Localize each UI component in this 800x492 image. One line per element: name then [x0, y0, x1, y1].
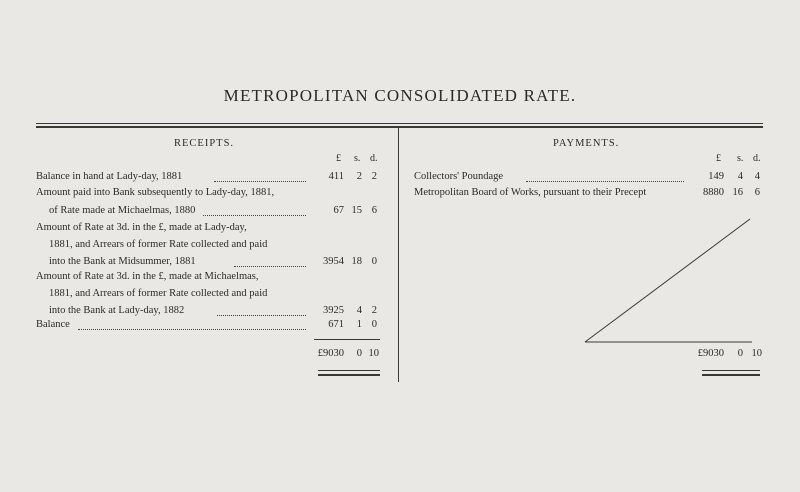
- leader-dots: [526, 181, 684, 182]
- receipts-row-shillings: 4: [356, 305, 362, 316]
- payments-total-shillings: 0: [737, 348, 743, 359]
- receipts-row-pounds: 671: [328, 319, 344, 330]
- receipts-row-pence: 2: [371, 305, 377, 316]
- leader-dots: [214, 181, 306, 182]
- payments-row-shillings: 16: [732, 187, 743, 198]
- payments-pence-header: d.: [753, 153, 761, 164]
- receipts-row-shillings: 1: [356, 319, 362, 330]
- leader-dots: [203, 215, 306, 216]
- receipts-total-double-rule: [318, 370, 380, 371]
- payments-row-shillings: 4: [737, 171, 743, 182]
- payments-pounds-header: £: [716, 153, 721, 164]
- leader-dots: [78, 329, 306, 330]
- payments-heading: PAYMENTS.: [553, 138, 620, 149]
- payments-total-pence: 10: [751, 348, 762, 359]
- receipts-row-shillings: 15: [351, 205, 362, 216]
- payments-row-pence: 6: [754, 187, 760, 198]
- receipts-sum-rule: [314, 339, 380, 340]
- top-rule-thin: [36, 123, 763, 124]
- receipts-row-text: Amount paid into Bank subsequently to Lady-day, 1881,: [36, 187, 275, 198]
- receipts-row-pence: 2: [371, 171, 377, 182]
- leader-dots: [217, 315, 306, 316]
- receipts-row-pounds: 3954: [323, 256, 344, 267]
- diagonal-strike-line: [580, 215, 755, 347]
- receipts-total-pence: 10: [368, 348, 379, 359]
- payments-total-double-rule: [702, 370, 760, 371]
- receipts-total-double-rule: [318, 374, 380, 376]
- receipts-row-text-continued: 1881, and Arrears of former Rate collected and paid: [49, 288, 268, 299]
- payments-total-pounds: £9030: [697, 348, 724, 359]
- payments-total-double-rule: [702, 374, 760, 376]
- receipts-row-pence: 0: [371, 319, 377, 330]
- receipts-row-text: Balance in hand at Lady-day, 1881: [36, 171, 183, 182]
- column-divider: [398, 128, 399, 382]
- receipts-row-pounds: 3925: [323, 305, 344, 316]
- page-title: METROPOLITAN CONSOLIDATED RATE.: [223, 86, 577, 105]
- receipts-row-text-continued: of Rate made at Michaelmas, 1880: [49, 205, 196, 216]
- receipts-row-pence: 6: [371, 205, 377, 216]
- receipts-row-text-continued: 1881, and Arrears of former Rate collected and paid: [49, 239, 268, 250]
- receipts-row-pounds: 67: [333, 205, 344, 216]
- leader-dots: [234, 266, 306, 267]
- receipts-pounds-header: £: [336, 153, 341, 164]
- receipts-row-pounds: 411: [328, 171, 344, 182]
- payments-row-text: Metropolitan Board of Works, pursuant to their Precept: [414, 187, 647, 198]
- payments-shillings-header: s.: [737, 153, 744, 164]
- top-rule-thick: [36, 126, 763, 128]
- receipts-row-pence: 0: [371, 256, 377, 267]
- receipts-row-text: Amount of Rate at 3d. in the £, made at Lady-day,: [36, 222, 247, 233]
- receipts-total-pounds: £9030: [317, 348, 344, 359]
- receipts-heading: RECEIPTS.: [174, 138, 235, 149]
- receipts-row-shillings: 18: [351, 256, 362, 267]
- receipts-row-text: Balance: [36, 319, 70, 330]
- receipts-total-shillings: 0: [356, 348, 362, 359]
- receipts-row-text-continued: into the Bank at Lady-day, 1882: [49, 305, 185, 316]
- payments-row-pence: 4: [754, 171, 760, 182]
- payments-row-pounds: 8880: [703, 187, 724, 198]
- payments-row-text: Collectors' Poundage: [414, 171, 504, 182]
- receipts-row-shillings: 2: [356, 171, 362, 182]
- payments-row-pounds: 149: [708, 171, 724, 182]
- receipts-shillings-header: s.: [354, 153, 361, 164]
- receipts-row-text-continued: into the Bank at Midsummer, 1881: [49, 256, 196, 267]
- receipts-row-text: Amount of Rate at 3d. in the £, made at Michaelmas,: [36, 271, 259, 282]
- receipts-pence-header: d.: [370, 153, 378, 164]
